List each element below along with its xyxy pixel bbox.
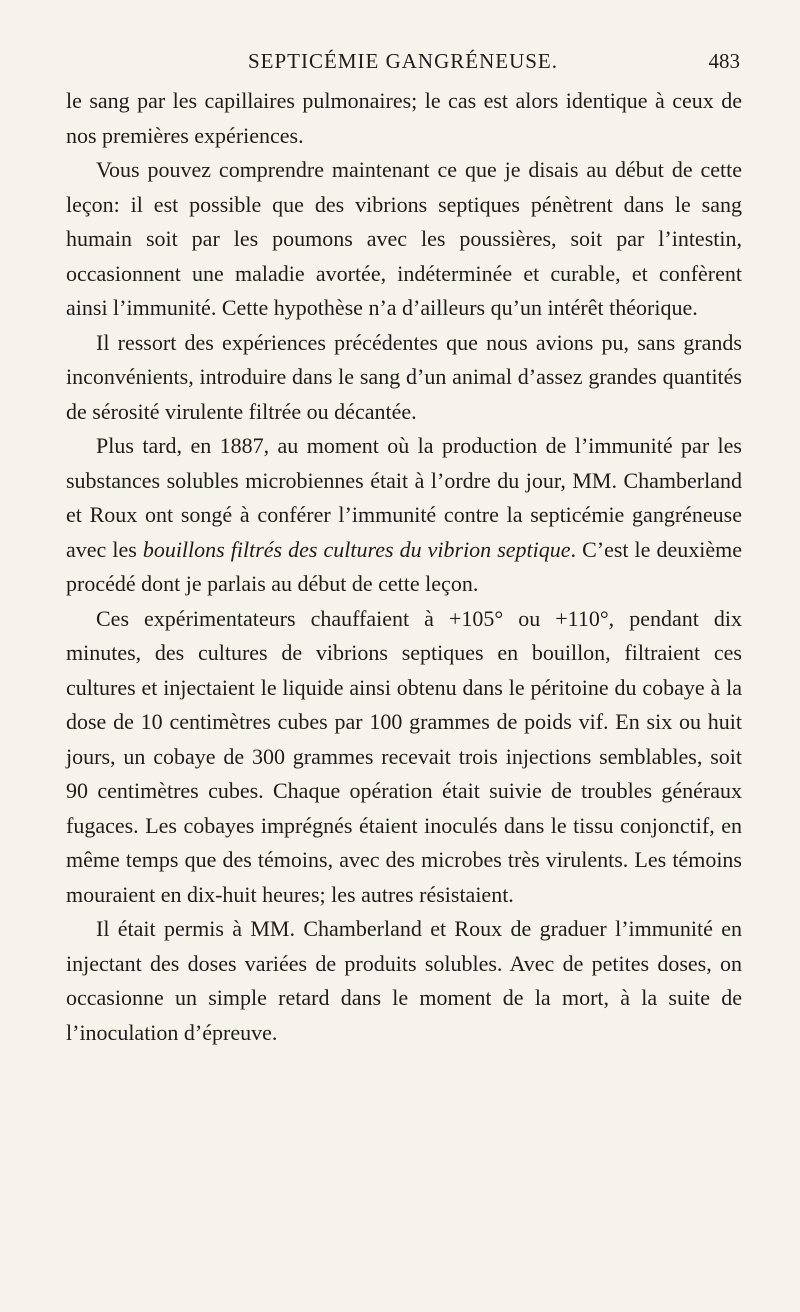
page-number: 483 [708,49,740,73]
paragraph-4 [66,429,742,602]
running-title: SEPTICÉMIE GANGRÉNEUSE. [248,49,558,73]
body-text [66,84,742,1050]
paragraph-4-text-after: . C’est le deuxième procédé dont je parlais au début de cette leçon. [66,536,742,596]
paragraph-2: Vous pouvez comprendre maintenant ce que je disais au début de cette leçon: il est possible que des vibrions septiques pénètrent dans le sang humain soit par les poumons avec les poussières, soit par l’intestin, occasionnent une maladie avortée, indéterminée et curable, et confèrent ainsi l’immunité. Cette hypothèse n’a d’ailleurs qu’un intérêt théorique. [66,157,742,320]
paragraph-3: Il ressort des expériences précédentes que nous avions pu, sans grands inconvénients, introduire dans le sang d’un animal d’assez grandes quantités de sérosité virulente filtrée ou décantée. [66,329,742,424]
paragraph-6: Il était permis à MM. Chamberland et Roux de graduer l’immunité en injectant des doses variées de produits solubles. Avec de petites doses, on occasionne un simple retard dans le moment de la mort, à la suite de l’inoculation d’épreuve. [66,916,742,1045]
paragraph-4-text-before: Plus tard, en 1887, au moment où la production de l’immunité par les substances solubles microbiennes était à l’ordre du jour, MM. Chamberland et Roux ont songé à conférer l’immunité contre la septicémie gangréneuse avec les [66,433,742,562]
paragraph-1: le sang par les capillaires pulmonaires; le cas est alors identique à ceux de nos premières expériences. [66,88,742,148]
italic-phrase: bouillons filtrés des cultures du vibrion septique [142,536,571,562]
running-head [66,46,740,76]
paragraph-5: Ces expérimentateurs chauffaient à +105° ou +110°, pendant dix minutes, des cultures de vibrions septiques en bouillon, filtraient ces cultures et injectaient le liquide ainsi obtenu dans le péritoine du cobaye à la dose de 10 centimètres cubes par 100 grammes de poids vif. En six ou huit jours, un cobaye de 300 grammes recevait trois injections semblables, soit 90 centimètres cubes. Chaque opération était suivie de troubles généraux fugaces. Les cobayes imprégnés étaient inoculés dans le tissu conjonctif, en même temps que des témoins, avec des microbes très virulents. Les témoins mouraient en dix-huit heures; les autres résistaient. [66,605,742,907]
